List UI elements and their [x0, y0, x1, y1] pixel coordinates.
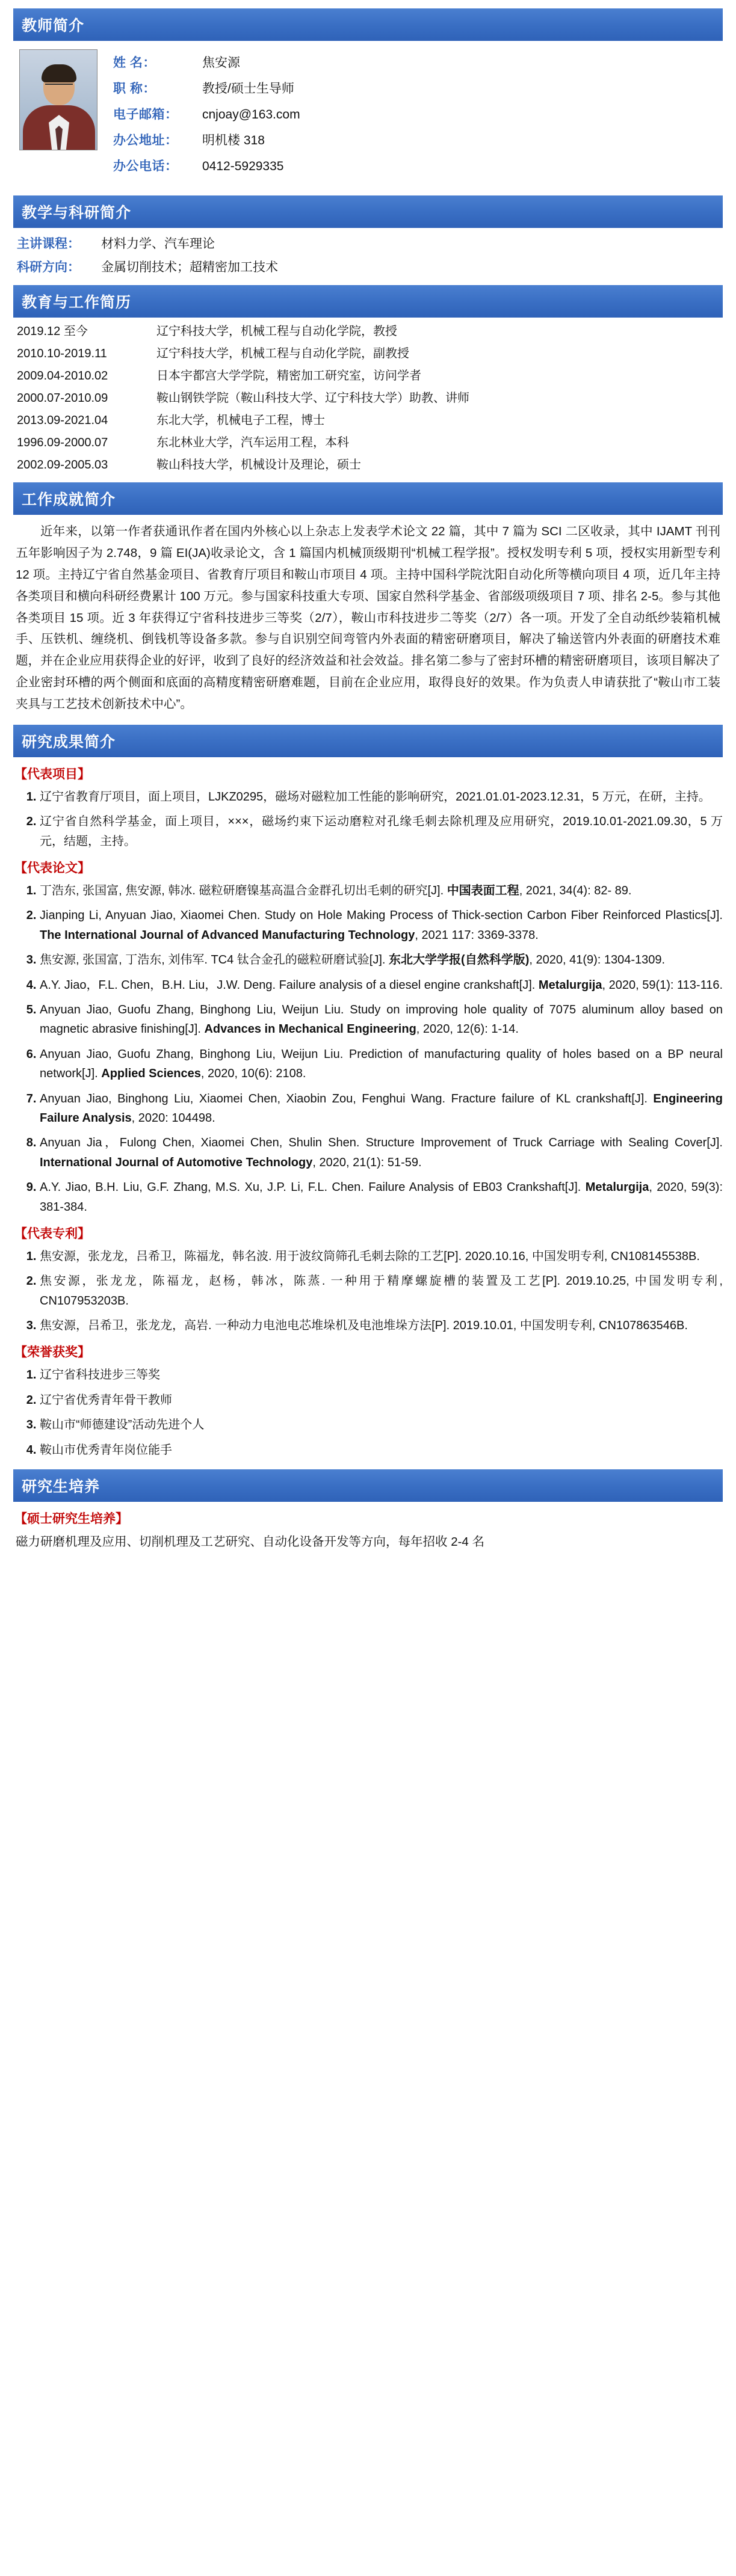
- profile-fields: [113, 49, 723, 182]
- list-item: [40, 950, 723, 970]
- resume-date: 2002.09-2005.03: [17, 458, 108, 472]
- list-item: 2. 辽宁省自然科学基金，面上项目，×××，磁场约束下运动磨粒对孔缘毛刺去除机理及应用研究，2019.10.01-2021.09.30，5 万元，结题，主持。: [40, 812, 723, 851]
- resume-date: 2019.12 至今: [17, 325, 88, 338]
- list-item: 3. 鞍山市“师德建设”活动先进个人: [40, 1415, 723, 1434]
- profile-field-title-value: 教授/硕士生导师: [202, 82, 294, 96]
- resume-row: [17, 390, 723, 406]
- list-item: [40, 1089, 723, 1128]
- section-header-student-training: 研究生培养: [13, 1469, 723, 1502]
- list-item: [40, 881, 723, 900]
- section-header-education-work: 教育与工作简历: [13, 285, 723, 318]
- paper-post: , 2021, 34(4): 82- 89.: [519, 884, 632, 898]
- paper-journal: The International Journal of Advanced Manufacturing Technology: [40, 928, 415, 942]
- list-item: [40, 976, 723, 995]
- projects-list: [13, 787, 723, 851]
- profile-field-office-label: 办公地址：: [113, 134, 178, 147]
- profile-block: [13, 47, 723, 186]
- course-value: 材料力学、汽车理论: [101, 237, 215, 251]
- paper-journal: 中国表面工程: [447, 884, 519, 898]
- profile-field-email-label: 电子邮箱：: [113, 108, 178, 121]
- paper-pre: Jianping Li, Anyuan Jiao, Xiaomei Chen. Study on Hole Making Process of Thick-section Carbon Fiber Reinforced Plastics[J].: [40, 909, 723, 923]
- teaching-research-block: [13, 234, 723, 275]
- list-item: 2. 焦安源，张龙龙，陈福龙，赵杨，韩冰，陈蒸. 一种用于精摩螺旋槽的装置及工艺[P]. 2019.10.25, 中国发明专利, CN107953203B.: [40, 1271, 723, 1311]
- resume-row: [17, 368, 723, 384]
- paper-journal: Metalurgija: [538, 978, 602, 992]
- resume-row: [17, 413, 723, 428]
- list-item: 1. 焦安源，张龙龙，吕希卫，陈福龙，韩名波. 用于波纹筒筛孔毛刺去除的工艺[P]. 2020.10.16, 中国发明专利, CN108145538B.: [40, 1247, 723, 1266]
- resume-date: 2009.04-2010.02: [17, 369, 108, 383]
- resume-row: [17, 346, 723, 361]
- paper-pre: Anyuan Jiao, Binghong Liu, Xiaomei Chen, Xiaobin Zou, Fenghui Wang. Fracture failure of KL crankshaft[J].: [40, 1092, 654, 1105]
- resume-row: [17, 324, 723, 339]
- paper-pre: 丁浩东, 张国富, 焦安源, 韩冰. 磁粒研磨镍基高温合金群孔切出毛刺的研究[J].: [40, 884, 447, 898]
- paper-post: , 2020, 10(6): 2108.: [200, 1067, 306, 1081]
- paper-journal: Engineering Failure Analysis: [40, 1092, 723, 1125]
- list-item: 3. 焦安源，吕希卫，张龙龙，高岩. 一种动力电池电芯堆垛机及电池堆垛方法[P]. 2019.10.01, 中国发明专利, CN107863546B.: [40, 1316, 723, 1335]
- resume-date: 2013.09-2021.04: [17, 414, 108, 427]
- profile-field-office: [113, 131, 723, 149]
- section-header-teacher-profile: 教师简介: [13, 8, 723, 41]
- section-header-results: 研究成果简介: [13, 725, 723, 757]
- paper-post: , 2020, 59(1): 113-116.: [602, 978, 723, 992]
- list-item: [40, 1133, 723, 1172]
- paper-post: , 2020: 104498.: [131, 1111, 215, 1125]
- research-direction-label: 科研方向：: [17, 260, 80, 274]
- profile-field-name-value: 焦安源: [202, 56, 240, 70]
- paper-pre: Anyuan Jia，Fulong Chen, Xiaomei Chen, Shulin Shen. Structure Improvement of Truck Carriage with Sealing Cover[J].: [40, 1136, 723, 1150]
- paper-pre: Anyuan Jiao, Guofu Zhang, Binghong Liu, Weijun Liu. Study on improving hole quality of 7075 aluminum alloy based on magnetic abrasive finishing[J].: [40, 1003, 723, 1036]
- research-direction-value: 金属切削技术；超精密加工技术: [101, 260, 278, 274]
- achievements-paragraph: 近年来，以第一作者获通讯作者在国内外核心以上杂志上发表学术论文 22 篇，其中 7 篇为 SCI 二区收录，其中 IJAMT 刊刊五年影响因子为 2.748，9 篇 EI(JA)收录论文，含 1 篇国内机械顶级期刊“机械工程学报”。授权发明专利 5 项，授权实用新型专利 12 项。主持辽宁省自然基金项目、省教育厅项目和鞍山市项目 4 项。主持中国科学院沈阳自动化所等横向项目 4 项，近几年主持各类项目和横向科研经费累计 100 万元。参与国家科技重大专项、国家自然科学基金、省部级项级项目 7 项、排名 2-5。参与其他各类项目 15 项。近 3 年获得辽宁省科技进步三等奖（2/7），鞍山市科技进步二等奖（2/7）各一项。开发了全自动纸纱装箱机械手、压铁机、缠绕机、倒钱机等设备多款。参与自识别空间弯管内外表面的精密研磨项目，解决了输送管内外表面的研磨技术难题，并在企业应用获得企业的好评，收到了良好的经济效益和社会效益。排名第二参与了密封环槽的精密研磨项目，该项目解决了企业密封环槽的两个侧面和底面的高精度精密研磨难题，目前在企业应用，取得良好的效果。作为负责人申请获批了“鞍山市工装夹具与工艺技术创新技术中心”。: [16, 524, 720, 711]
- paper-post: , 2020, 12(6): 1-14.: [416, 1022, 519, 1036]
- paper-pre: A.Y. Jiao, B.H. Liu, G.F. Zhang, M.S. Xu, J.P. Li, F.L. Chen. Failure Analysis of EB03 Crankshaft[J].: [40, 1181, 586, 1194]
- profile-field-phone-label: 办公电话：: [113, 159, 178, 173]
- subhead-papers: 【代表论文】: [14, 861, 90, 876]
- subhead-patents: 【代表专利】: [14, 1226, 90, 1241]
- paper-post: , 2021 117: 3369-3378.: [415, 928, 539, 942]
- resume-row: [17, 457, 723, 473]
- subhead-honors: 【荣誉获奖】: [14, 1345, 90, 1360]
- resume-list: [17, 324, 723, 473]
- paper-journal: Advances in Mechanical Engineering: [204, 1022, 416, 1036]
- list-item: [40, 1045, 723, 1084]
- profile-field-email-value: cnjoay@163.com: [202, 108, 300, 121]
- resume-description: 辽宁科技大学，机械工程与自动化学院，副教授: [156, 347, 409, 360]
- patents-list: [13, 1247, 723, 1336]
- list-item: 1. 辽宁省教育厅项目，面上项目，LJKZ0295，磁场对磁粒加工性能的影响研究，2021.01.01-2023.12.31，5 万元，在研，主持。: [40, 787, 723, 807]
- honors-list: [13, 1365, 723, 1460]
- resume-description: 鞍山科技大学，机械设计及理论，硕士: [156, 458, 361, 472]
- paper-journal: Applied Sciences: [101, 1067, 201, 1081]
- list-item: [40, 1178, 723, 1217]
- research-direction-row: [17, 257, 723, 275]
- subhead-master-training: 【硕士研究生培养】: [14, 1512, 128, 1526]
- paper-post: , 2020, 59(3): 381-384.: [40, 1181, 723, 1214]
- paper-pre: A.Y. Jiao，F.L. Chen，B.H. Liu，J.W. Deng. Failure analysis of a diesel engine crankshaft[J].: [40, 978, 539, 992]
- paper-journal: International Journal of Automotive Technology: [40, 1155, 313, 1169]
- profile-field-email: [113, 105, 723, 123]
- resume-row: [17, 435, 723, 450]
- profile-field-phone: [113, 156, 723, 174]
- resume-date: 2010.10-2019.11: [17, 347, 107, 360]
- list-item: 4. 鞍山市优秀青年岗位能手: [40, 1440, 723, 1460]
- papers-list: [13, 881, 723, 1217]
- list-item: [40, 906, 723, 945]
- resume-date: 2000.07-2010.09: [17, 392, 108, 405]
- resume-description: 日本宇都宫大学学院，精密加工研究室，访问学者: [156, 369, 421, 383]
- section-header-teaching-research: 教学与科研简介: [13, 195, 723, 228]
- course-label: 主讲课程：: [17, 237, 80, 251]
- resume-description: 辽宁科技大学，机械工程与自动化学院，教授: [156, 325, 397, 338]
- paper-post: , 2020, 41(9): 1304-1309.: [529, 953, 666, 967]
- resume-description: 东北林业大学，汽车运用工程，本科: [156, 436, 349, 449]
- list-item: 2. 辽宁省优秀青年骨干教师: [40, 1391, 723, 1410]
- course-row: [17, 234, 723, 252]
- student-training-text: 磁力研磨机理及应用、切削机理及工艺研究、自动化设备开发等方向，每年招收 2-4 名: [16, 1535, 485, 1549]
- profile-field-name-label: 姓 名：: [113, 56, 156, 70]
- section-header-achievements: 工作成就简介: [13, 482, 723, 515]
- paper-post: , 2020, 21(1): 51-59.: [312, 1155, 422, 1169]
- paper-pre: 焦安源, 张国富, 丁浩东, 刘伟军. TC4 钛合金孔的磁粒研磨试验[J].: [40, 953, 389, 967]
- paper-journal: Metalurgija: [585, 1181, 649, 1194]
- list-item: 1. 辽宁省科技进步三等奖: [40, 1365, 723, 1385]
- profile-field-title: [113, 79, 723, 97]
- paper-journal: 东北大学学报(自然科学版): [389, 953, 530, 967]
- profile-field-name: [113, 53, 723, 71]
- resume-description: 东北大学，机械电子工程，博士: [156, 414, 325, 427]
- subhead-projects: 【代表项目】: [14, 767, 90, 781]
- paper-pre: Anyuan Jiao, Guofu Zhang, Binghong Liu, Weijun Liu. Prediction of manufacturing quality of holes based on a BP neural network[J].: [40, 1047, 723, 1081]
- profile-field-office-value: 明机楼 318: [202, 134, 265, 147]
- resume-description: 鞍山钢铁学院（鞍山科技大学、辽宁科技大学）助教、讲师: [156, 392, 469, 405]
- profile-field-phone-value: 0412-5929335: [202, 159, 284, 173]
- avatar: [19, 49, 97, 150]
- list-item: [40, 1000, 723, 1039]
- profile-field-title-label: 职 称：: [113, 82, 156, 96]
- resume-date: 1996.09-2000.07: [17, 436, 108, 449]
